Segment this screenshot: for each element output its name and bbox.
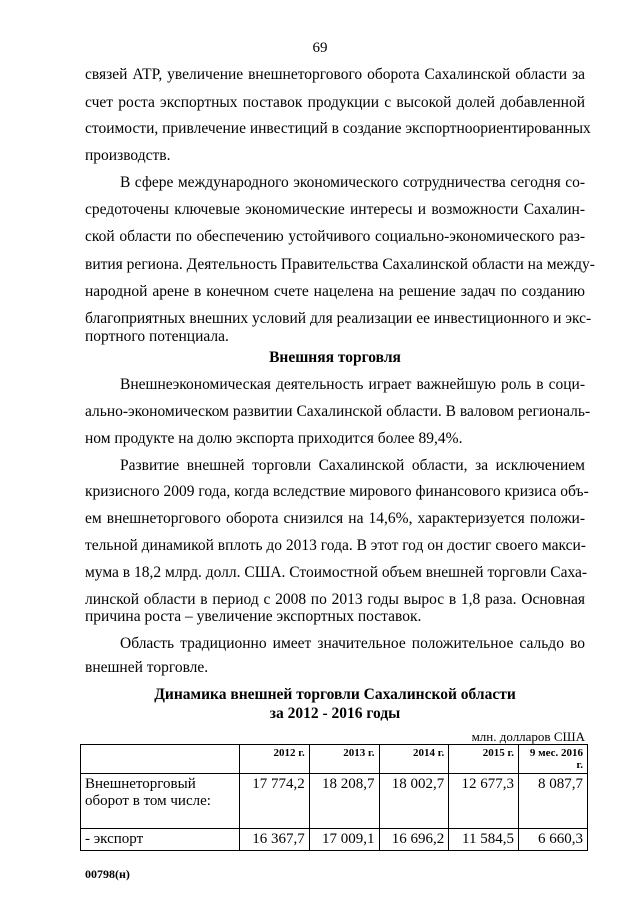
table-row-label: Внешнеторговый оборот в том числе: bbox=[81, 774, 240, 829]
text-line: связей АТР, увеличение внешнеторгового оборота Сахалинской области за bbox=[85, 66, 585, 83]
text-line: счет роста экспортных поставок продукции с высокой долей добавленной bbox=[85, 94, 585, 111]
table-row bbox=[81, 774, 588, 829]
table-cell: 16 696,2 bbox=[379, 829, 449, 851]
table-header-cell: 9 мес. 2016 г. bbox=[519, 745, 588, 774]
text-line: стоимости, привлечение инвестиций в создание экспортноориентированных bbox=[85, 120, 591, 137]
table-cell: 8 087,7 bbox=[519, 774, 588, 829]
text-line: ном продукте на долю экспорта приходится более 89,4%. bbox=[85, 430, 463, 447]
text-line: благоприятных внешних условий для реализации ее инвестиционного и экс- bbox=[85, 310, 592, 327]
text-line: кризисного 2009 года, когда вследствие мирового финансового кризиса объ- bbox=[85, 483, 589, 500]
table-header-cell: 2015 г. bbox=[449, 745, 519, 774]
table-cell: 6 660,3 bbox=[519, 829, 588, 851]
text-line: Развитие внешней торговли Сахалинской области, за исключением bbox=[120, 457, 585, 474]
table-header-cell: 2013 г. bbox=[309, 745, 379, 774]
table-cell: 17 774,2 bbox=[240, 774, 310, 829]
text-line: линской области в период с 2008 по 2013 годы вырос в 1,8 раза. Основная bbox=[85, 591, 585, 608]
table-header-cell: 2012 г. bbox=[240, 745, 310, 774]
table-row bbox=[81, 829, 588, 851]
table-header-cell bbox=[81, 745, 240, 774]
text-line: средоточены ключевые экономические интересы и возможности Сахалин- bbox=[85, 201, 585, 218]
trade-table bbox=[80, 744, 588, 851]
table-cell: 18 208,7 bbox=[309, 774, 379, 829]
text-line: ской области по обеспечению устойчивого социально-экономического раз- bbox=[85, 228, 585, 245]
text-line: тельной динамикой вплоть до 2013 года. В этот год он достиг своего макси- bbox=[85, 537, 586, 554]
document-code: 00798(н) bbox=[85, 867, 130, 881]
table-header-cell: 2014 г. bbox=[379, 745, 449, 774]
section-heading: Внешняя торговля bbox=[269, 349, 401, 366]
text-line: Внешнеэкономическая деятельность играет важнейшую роль в соци- bbox=[120, 376, 585, 393]
text-line: ем внешнеторгового оборота снизился на 14,6%, характеризуется положи- bbox=[85, 510, 585, 527]
text-line: причина роста – увеличение экспортных поставок. bbox=[85, 608, 422, 625]
table-unit: млн. долларов США bbox=[471, 729, 585, 744]
text-line: ально-экономическом развитии Сахалинской области. В валовом региональ- bbox=[85, 403, 591, 420]
text-line: Область традиционно имеет значительное положительное сальдо во bbox=[120, 635, 585, 652]
table-title: Динамика внешней торговли Сахалинской области bbox=[154, 686, 516, 703]
text-line: мума в 18,2 млрд. долл. США. Стоимостной объем внешней торговли Саха- bbox=[85, 564, 588, 581]
table-cell: 16 367,7 bbox=[240, 829, 310, 851]
table-cell: 12 677,3 bbox=[449, 774, 519, 829]
table-cell: 11 584,5 bbox=[449, 829, 519, 851]
table-subtitle: за 2012 - 2016 годы bbox=[269, 705, 401, 722]
text-line: производств. bbox=[85, 147, 171, 164]
table-header-row bbox=[81, 745, 588, 774]
page-number: 69 bbox=[312, 40, 328, 56]
table-cell: 18 002,7 bbox=[379, 774, 449, 829]
text-line: вития региона. Деятельность Правительства Сахалинской области на между- bbox=[85, 256, 595, 273]
table-cell: 17 009,1 bbox=[309, 829, 379, 851]
text-line: портного потенциала. bbox=[85, 328, 229, 345]
text-line: внешней торговле. bbox=[85, 659, 209, 676]
text-line: В сфере международного экономического сотрудничества сегодня со- bbox=[120, 174, 585, 191]
table-row-label: - экспорт bbox=[81, 829, 240, 851]
text-line: народной арене в конечном счете нацелена на решение задач по созданию bbox=[85, 283, 585, 300]
